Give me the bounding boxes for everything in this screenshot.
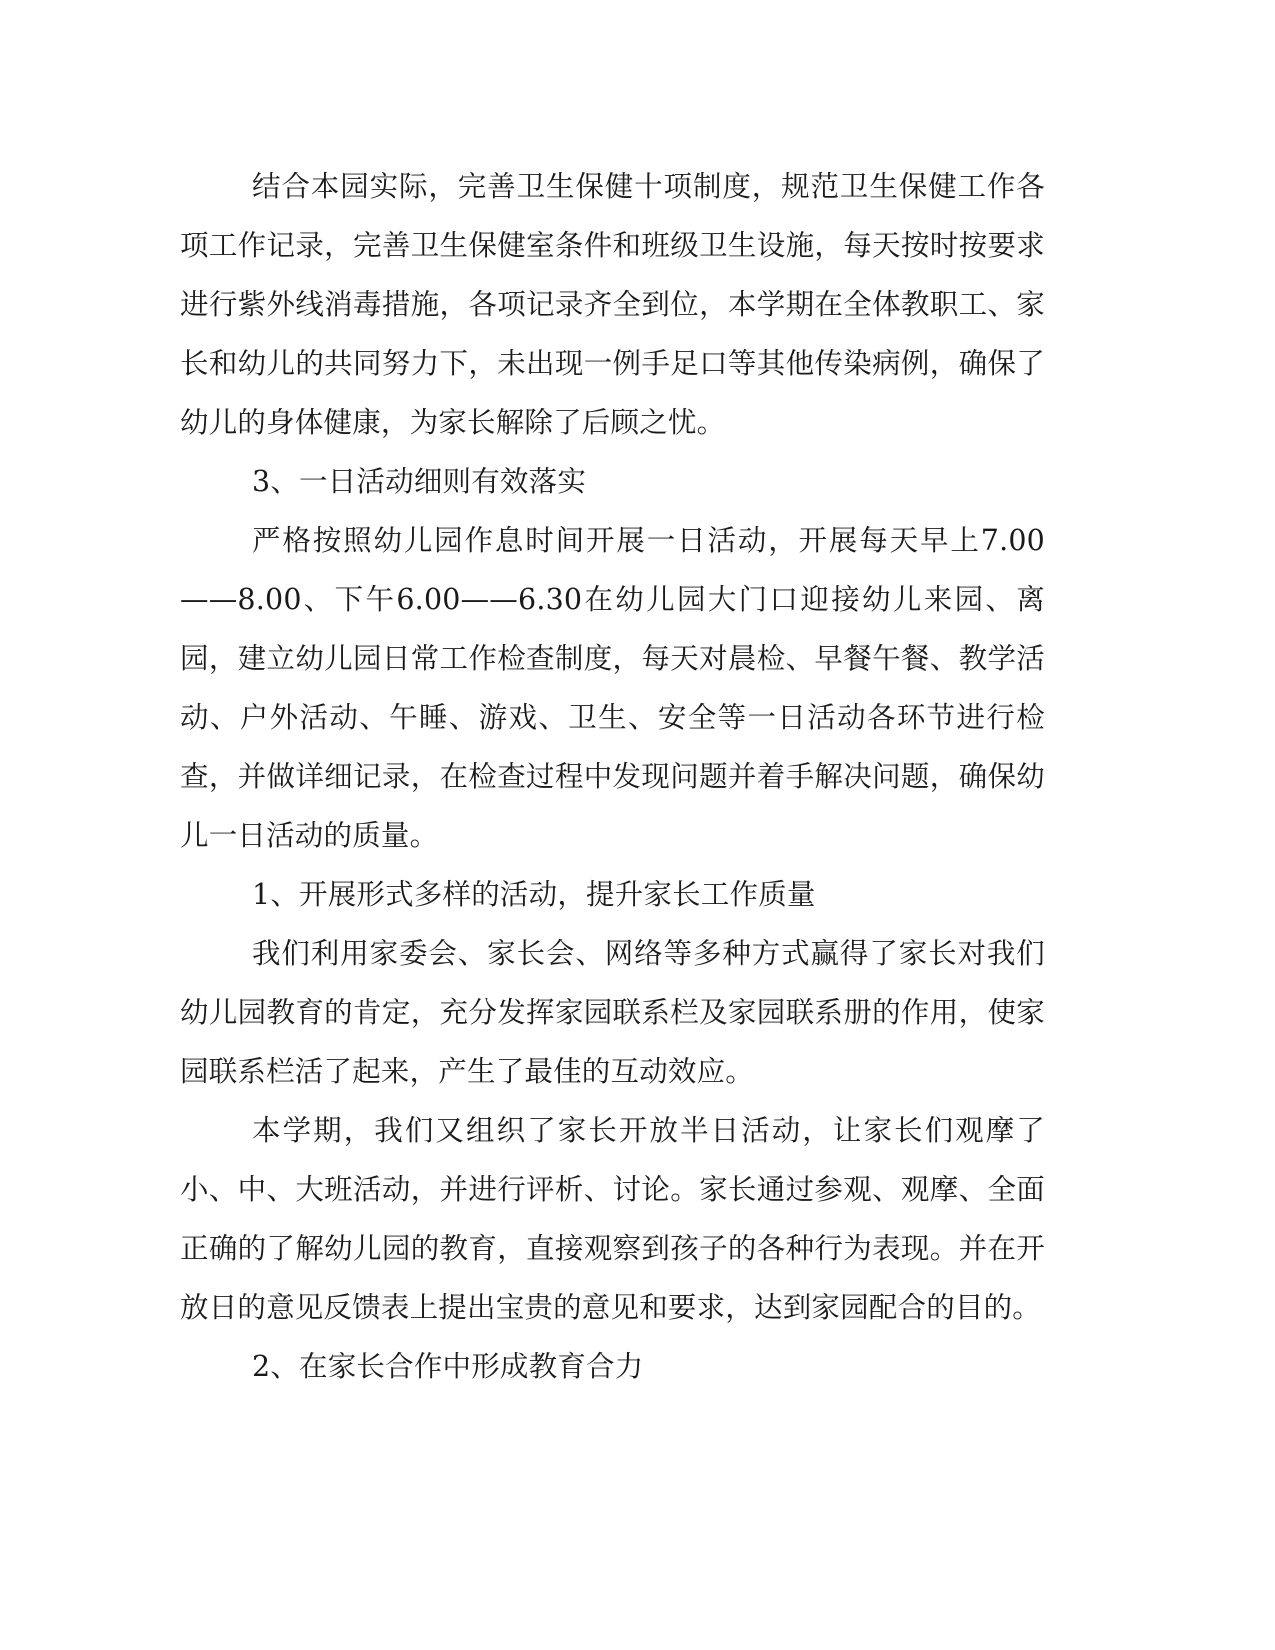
paragraph-health-care: 结合本园实际，完善卫生保健十项制度，规范卫生保健工作各项工作记录，完善卫生保健室条件和班级卫生设施，每天按时按要求进行紫外线消毒措施，各项记录齐全到位，本学期在全体教职工、家长和幼儿的共同努力下，未出现一例手足口等其他传染病例，确保了幼儿的身体健康，为家长解除了后顾之忧。 (180, 170, 1045, 439)
section-heading-daily-activities: 3、一日活动细则有效落实 (252, 465, 587, 498)
paragraph-home-school-contact: 我们利用家委会、家长会、网络等多种方式赢得了家长对我们幼儿园教育的肯定，充分发挥家园联系栏及家园联系册的作用，使家园联系栏活了起来，产生了最佳的互动效应。 (180, 937, 1045, 1088)
document-body (180, 157, 1045, 1396)
section-heading-parent-work: 1、开展形式多样的活动，提升家长工作质量 (252, 878, 816, 911)
section-heading-education-synergy: 2、在家长合作中形成教育合力 (252, 1350, 644, 1383)
paragraph-open-day: 本学期，我们又组织了家长开放半日活动，让家长们观摩了小、中、大班活动，并进行评析、讨论。家长通过参观、观摩、全面正确的了解幼儿园的教育，直接观察到孩子的各种行为表现。并在开放日的意见反馈表上提出宝贵的意见和要求，达到家园配合的目的。 (180, 1114, 1045, 1324)
paragraph-daily-schedule: 严格按照幼儿园作息时间开展一日活动，开展每天早上7.00——8.00、下午6.00——6.30在幼儿园大门口迎接幼儿来园、离园，建立幼儿园日常工作检查制度，每天对晨检、早餐午餐、教学活动、户外活动、午睡、游戏、卫生、安全等一日活动各环节进行检查，并做详细记录，在检查过程中发现问题并着手解决问题，确保幼儿一日活动的质量。 (180, 524, 1045, 852)
